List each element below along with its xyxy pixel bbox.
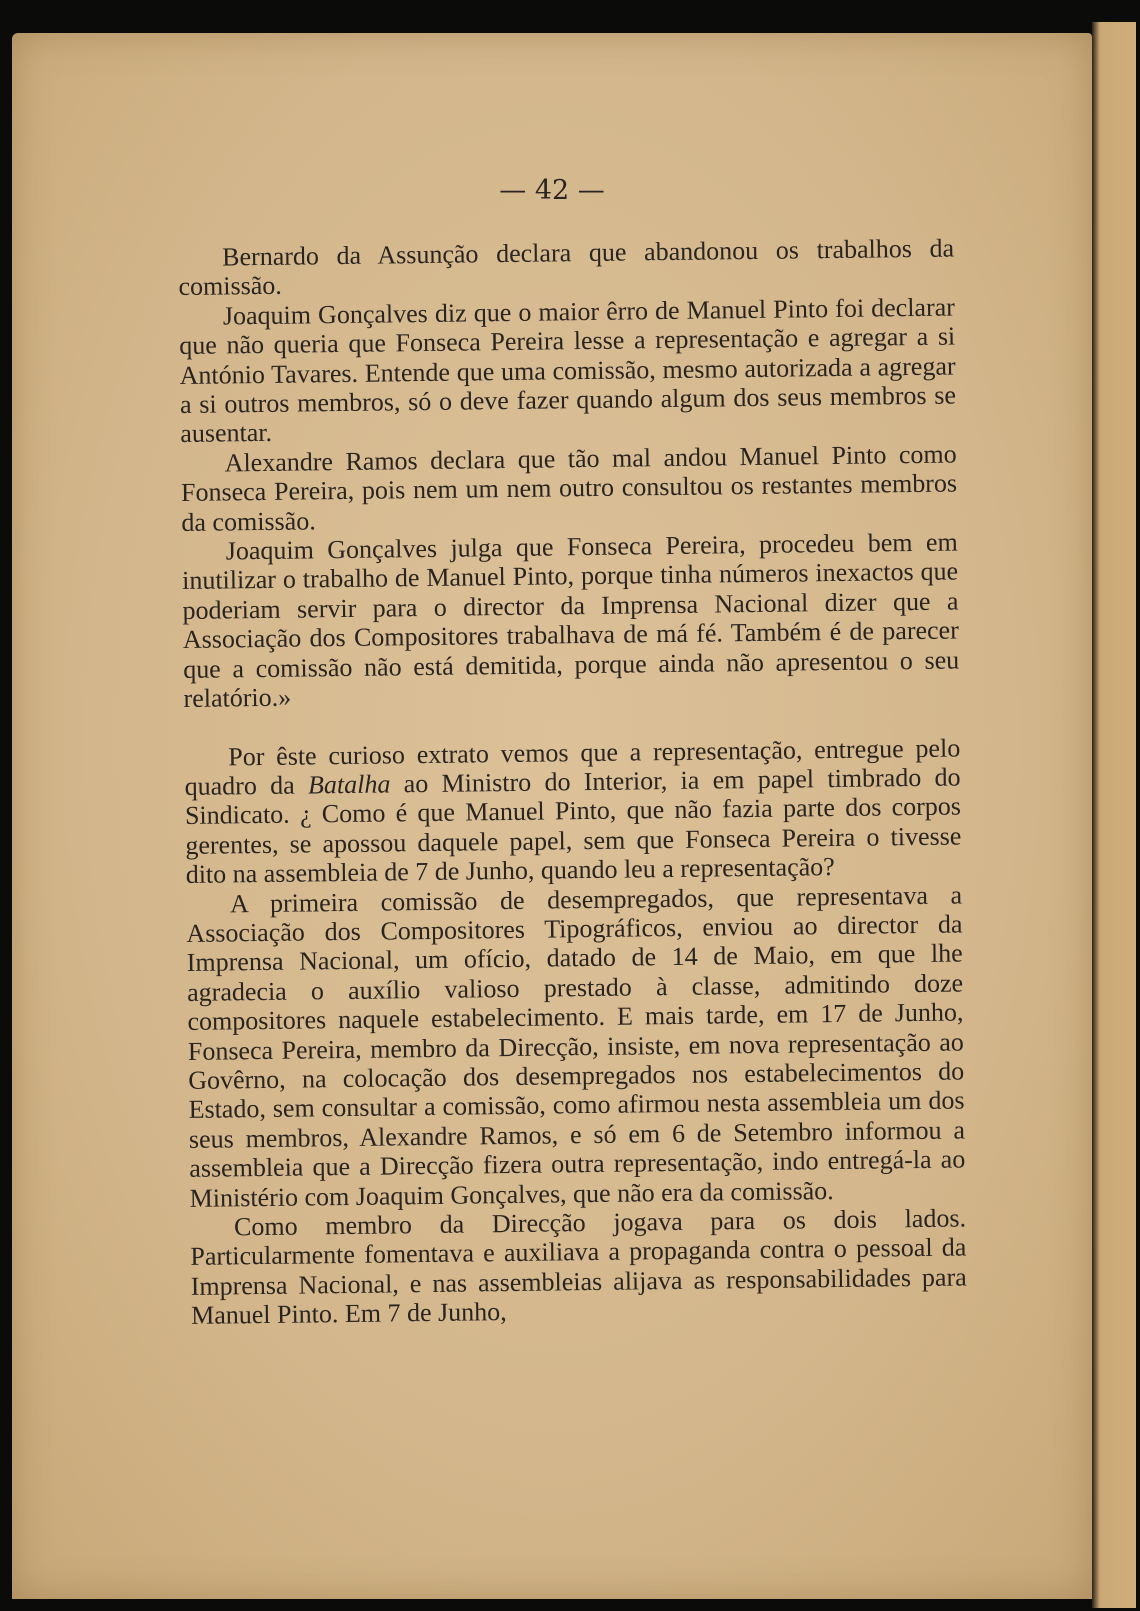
paragraph-5 xyxy=(184,733,962,890)
paragraph-5-end: ao Ministro do Interior, ia em papel timbrado do Sindicato. ¿ Como é que Manuel Pinto, que não fazia parte dos corpos gerentes, se apossou daquele papel, sem que Fonseca Pereira o tivesse dito na assembleia de 7 de Junho, quando leu a representação? xyxy=(184,762,962,890)
paragraph-5-italic: Batalha xyxy=(307,769,391,800)
next-page-edge xyxy=(1092,22,1136,1608)
book-page xyxy=(12,33,1092,1599)
paragraph-2: Joaquim Gonçalves diz que o maior êrro de Manuel Pinto foi declarar que não queria que Fonseca Pereira lesse a representação e agregar a si António Tavares. Entende que uma comissão, mesmo autorizada a agregar a si outros membros, só o deve fazer quando algum dos seus membros se ausentar. xyxy=(179,292,957,449)
paragraph-7: Como membro da Direcção jogava para os dois lados. Particularmente fomentava e auxiliava a propaganda contra o pessoal da Imprensa Nacional, e nas assembleias alijava as responsabilidades para Manuel Pinto. Em 7 de Junho, xyxy=(190,1203,967,1331)
page-number: — 42 — xyxy=(499,175,605,206)
paragraph-3: Alexandre Ramos declara que tão mal andou Manuel Pinto como Fonseca Pereira, pois nem um nem outro consultou os restantes membros da comissão. xyxy=(180,439,958,537)
paragraph-6: A primeira comissão de desempregados, que representava a Associação dos Compositores Tipográficos, enviou ao director da Imprensa Nacional, um ofício, datado de 14 de Maio, em que lhe agradecia o auxílio valioso prestado à classe, admitindo doze compositores naquele estabelecimento. E mais tarde, em 17 de Junho, Fonseca Pereira, membro da Direcção, insiste, em nova representação ao Govêrno, na colocação dos desempregados nos estabelecimentos do Estado, sem consultar a comissão, como afirmou nesta assembleia um dos seus membros, Alexandre Ramos, e só em 6 de Setembro informou a assembleia que a Direcção fizera outra representação, indo entregá-la ao Ministério com Joaquim Gonçalves, que não era da comissão. xyxy=(186,880,966,1213)
paragraph-5-start: Por êste curioso extrato vemos que a representação, entregue pelo quadro da xyxy=(184,732,961,801)
body-text xyxy=(178,234,967,1331)
paragraph-1: Bernardo da Assunção declara que abandonou os trabalhos da comissão. xyxy=(178,233,955,302)
paragraph-4: Joaquim Gonçalves julga que Fonseca Pereira, procedeu bem em inutilizar o trabalho de Manuel Pinto, porque tinha números inexactos que poderiam servir para o director da Imprensa Nacional dizer que a Associação dos Compositores trabalhava de má fé. Também é de parecer que a comissão não está demitida, porque ainda não apresentou o seu relatório.» xyxy=(181,527,960,714)
